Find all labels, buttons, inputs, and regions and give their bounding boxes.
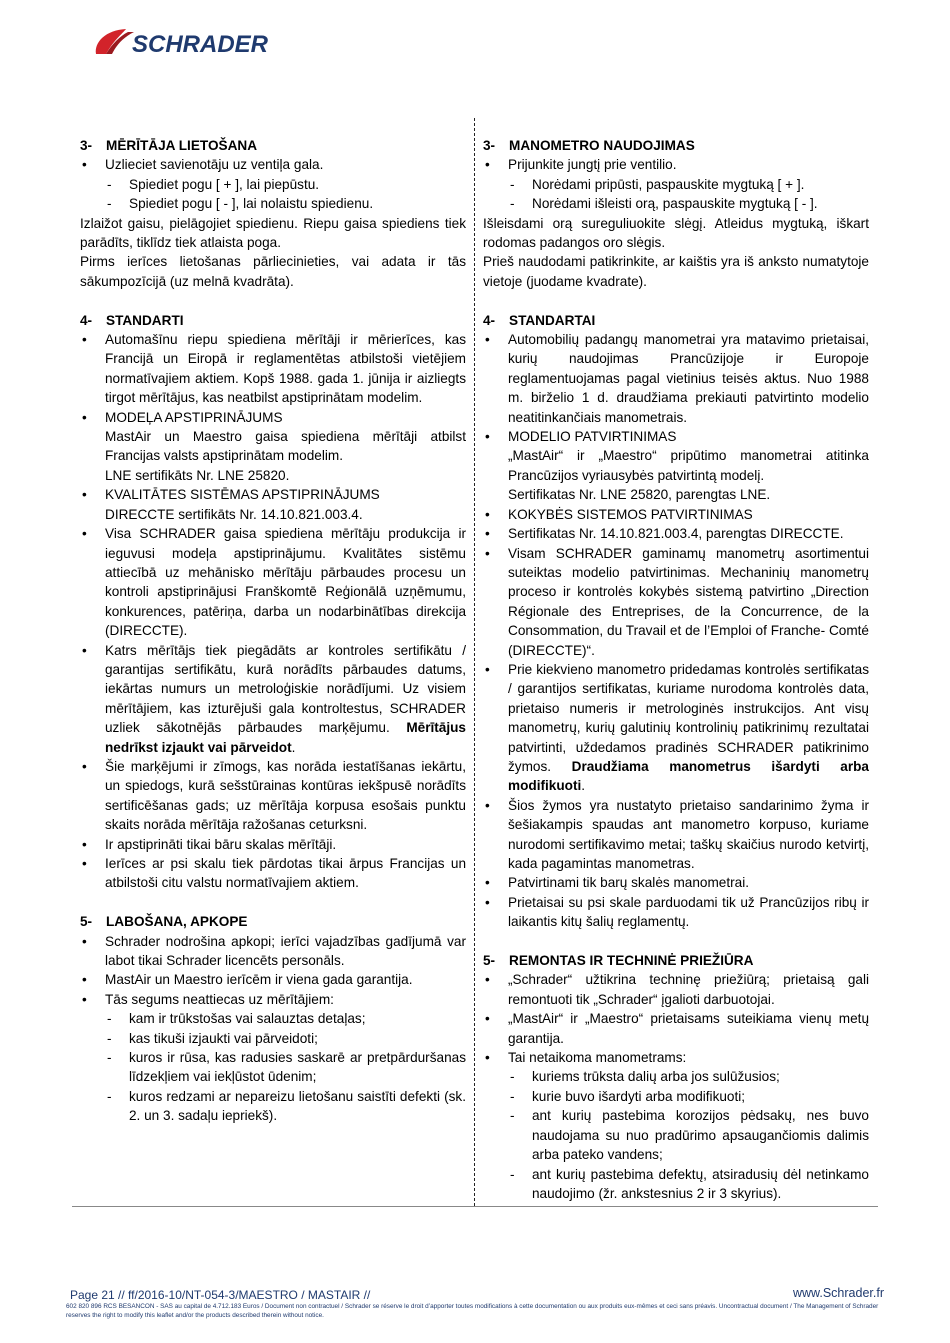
bullet-item: • Šios žymos yra nustatyto prietaiso sandarinimo žyma ir šešiakampis spaudas ant manometro korpuso, kuriame nurodomi sertifikavimo metai; taškų skaičius nurodo ketvirtį, kada pagamintas manometras. <box>483 796 869 874</box>
section-5-left <box>80 912 466 1125</box>
bullet-item: • „Schrader“ užtikrina techninę priežiūrą; prietaisą gali remontuoti tik „Schrader“ įgalioti darbuotojai. <box>483 970 869 1009</box>
bullet-item: • Prie kiekvieno manometro pridedamas kontrolės sertifikatas / garantijos sertifikatas, kuriame nurodoma kontrolės data, prietaiso numeris ir metrologinės instrukcijos. Ant visų manometrų, kurių galutinių kontrolinių patikrinimų rezultatai patvirtinti, uždedamos pradinės SCHRADER patikrinimo žymos. Draudžiama manometrus išardyti arba modifikuoti. <box>483 660 869 796</box>
bullet-item: • KOKYBĖS SISTEMOS PATVIRTINIMAS <box>483 505 869 524</box>
section-3-right <box>483 136 869 291</box>
bullet-item: • Tai netaikoma manometrams: <box>483 1048 869 1067</box>
footer-page-reference: Page 21 // ff/2016-10/NT-054-3/MAESTRO / MASTAIR // <box>70 1288 371 1302</box>
dash-item: - kuros ir rūsa, kas radusies saskarē ar pretpārduršanas līdzekļiem vai iekļūstot ūdenim; <box>80 1048 466 1087</box>
bullet-item: • Prijunkite jungtį prie ventilio. <box>483 155 869 174</box>
bullet-text: MastAir un Maestro gaisa spiediena mērītāji atbilst Francijas valsts apstiprinātam modelim. <box>105 429 466 464</box>
section-heading: 3- MANOMETRO NAUDOJIMAS <box>483 138 695 153</box>
section-heading: 4- STANDARTAI <box>483 312 596 328</box>
footer-website-link[interactable]: www.Schrader.fr <box>792 1286 884 1300</box>
right-column <box>483 136 869 1223</box>
section-heading: 3- MĒRĪTĀJA LIETOŠANA <box>80 138 258 153</box>
paragraph: Pirms ierīces lietošanas pārliecinieties, vai adata ir tās sākumpozīcijā (uz melnā kvadrāta). <box>80 254 466 289</box>
dash-item: - kurie buvo išardyti arba modifikuoti; <box>483 1087 869 1106</box>
bullet-item: • MastAir un Maestro ierīcēm ir viena gada garantija. <box>80 970 466 989</box>
footer-legal-notice: 602 820 896 RCS BESANCON - SAS au capital de 4.712.183 Euros / Document non contractuel / Schrader se réserve le droit d’apporter toutes modifications à cette documentation ou aux produits eux-mêmes et ceci sans préavis. Uncontractual document / The Management of Schrader reserves the right to modify this leaflet and/or the products described therein without notice. <box>66 1303 879 1319</box>
logo-text: SCHRADER <box>132 31 269 58</box>
bullet-item: • Prietaisai su psi skale parduodami tik už Prancūzijos ribų ir laikantis kitų šalių reglamentų. <box>483 893 869 932</box>
bullet-text: „MastAir“ ir „Maestro“ pripūtimo manometrai atitinka Prancūzijos vyriausybės patvirtintą modelį. <box>508 448 869 483</box>
bullet-item: • Automašīnu riepu spiediena mērītāji ir mērierīces, kas Francijā un Eiropā ir reglamentētas atbilstoši vietējiem normatīvajiem aktiem. Kopš 1988. gada 1. jūnija ir aizliegts tirgot mērītājus, kas neatbilst apstiprinātam modelim. <box>80 330 466 408</box>
paragraph: Prieš naudodami patikrinkite, ar kaištis yra iš anksto numatytoje vietoje (juodame kvadrate). <box>483 254 869 289</box>
bullet-item: • MODELIO PATVIRTINIMAS <box>483 427 869 446</box>
section-heading: 4- STANDARTI <box>80 312 184 328</box>
dash-item: - Norėdami išleisti orą, paspauskite mygtuką [ - ]. <box>483 194 869 213</box>
left-column <box>80 136 466 1145</box>
bullet-item: • Patvirtinami tik barų skalės manometrai. <box>483 873 869 892</box>
bullet-item: • Ir apstiprināti tikai bāru skalas mērītāji. <box>80 835 466 854</box>
bullet-item: • Sertifikatas Nr. 14.10.821.003.4, parengtas DIRECCTE. <box>483 524 869 543</box>
dash-item: - ant kurių pastebima defektų, atsiradusių dėl netinkamo naudojimo (žr. ankstesnius 2 ir 3 skyrius). <box>483 1165 869 1204</box>
content-bottom-rule <box>72 1206 878 1207</box>
bullet-item: • MODEĻA APSTIPRINĀJUMS <box>80 408 466 427</box>
dash-item: - kuros redzami ar nepareizu lietošanu saistīti defekti (sk. 2. un 3. sadaļu iepriekš). <box>80 1087 466 1126</box>
paragraph: Išleisdami orą sureguliuokite slėgį. Atleidus mygtuką, iškart rodomas padangos oro slėgis. <box>483 215 869 251</box>
section-5-right <box>483 951 869 1203</box>
bullet-text: Sertifikatas Nr. LNE 25820, parengtas LNE. <box>508 487 771 503</box>
column-divider <box>474 118 475 1206</box>
bullet-text: DIRECCTE sertifikāts Nr. 14.10.821.003.4. <box>105 506 363 522</box>
dash-item: - ant kurių pastebima korozijos pėdsakų, nes buvo naudojama su nuo pradūrimo apsaugančiomis dalimis arba pateko vandens; <box>483 1106 869 1164</box>
dash-item: - Spiediet pogu [ - ], lai nolaistu spiedienu. <box>80 194 466 213</box>
dash-item: - kas tikuši izjaukti vai pārveidoti; <box>80 1029 466 1048</box>
section-3-left <box>80 136 466 291</box>
bullet-item: • Schrader nodrošina apkopi; ierīci vajadzības gadījumā var labot tikai Schrader licencēts personāls. <box>80 932 466 971</box>
bold-warning: Draudžiama manometrus išardyti arba modifikuoti <box>508 758 869 794</box>
section-4-left <box>80 311 466 893</box>
dash-item: - Norėdami pripūsti, paspauskite mygtuką [ + ]. <box>483 175 869 194</box>
bullet-item: • Tās segums neattiecas uz mērītājiem: <box>80 990 466 1009</box>
bullet-item: • Uzlieciet savienotāju uz ventiļa gala. <box>80 155 466 174</box>
dash-item: - Spiediet pogu [ + ], lai piepūstu. <box>80 175 466 194</box>
bullet-item: • Ierīces ar psi skalu tiek pārdotas tikai ārpus Francijas un atbilstoši citu valstu normatīvajiem aktiem. <box>80 854 466 893</box>
bullet-item: • Visa SCHRADER gaisa spiediena mērītāju produkcija ir ieguvusi modeļa apstiprinājumu. Kvalitātes sistēmu attiecībā uz mehānisko mērītāju pārbaudes procesu un kontroli apstiprinājusi Franškomtē Reģionālā uzņēmumu, konkurences, patēriņa, darba un nodarbinātības direkcija (DIRECCTE). <box>80 524 466 640</box>
bold-warning: Mērītājus nedrīkst izjaukt vai pārveidot <box>105 720 466 755</box>
bullet-item: • „MastAir“ ir „Maestro“ prietaisams suteikiama vienų metų garantija. <box>483 1009 869 1048</box>
paragraph: Izlaižot gaisu, pielāgojiet spiedienu. Riepu gaisa spiediens tiek parādīts, tiklīdz tiek atlaista poga. <box>80 215 466 251</box>
bullet-item: • Automobilių padangų manometrai yra matavimo prietaisai, kurių naudojimas Prancūzijoje ir Europoje reglamentuojamas pagal vietinius teisės aktus. Nuo 1988 m. birželio 1 d. draudžiama prekiauti patvirtinto modelio neatitinkančiais manometrais. <box>483 330 869 427</box>
bullet-item: • Visam SCHRADER gaminamų manometrų asortimentui suteiktas modelio patvirtinimas. Mechaninių manometrų proceso ir kontrolės kokybės sistemą patvirtino „Direction Régionale des Entreprises, de la Concurrence, de la Consommation, du Travail et de l’Emploi of Franche- Comté (DIRECCTE)“. <box>483 544 869 660</box>
section-heading: 5- REMONTAS IR TECHNINĖ PRIEŽIŪRA <box>483 953 754 969</box>
section-heading: 5- LABOŠANA, APKOPE <box>80 914 248 930</box>
schrader-logo <box>92 26 272 60</box>
dash-item: - kam ir trūkstošas vai salauztas detaļas; <box>80 1009 466 1028</box>
section-4-right <box>483 311 869 932</box>
bullet-item: • Šie marķējumi ir zīmogs, kas norāda iestatīšanas iekārtu, un spiedogs, kurā sešstūrainas kontūras iekšpusē norādīts sertificēšanas gads; uz mērītāja korpusa esošais punktu skaits norāda mērītāja ražošanas ceturksni. <box>80 757 466 835</box>
bullet-text: LNE sertifikāts Nr. LNE 25820. <box>105 467 290 483</box>
bullet-item: • KVALITĀTES SISTĒMAS APSTIPRINĀJUMS <box>80 485 466 504</box>
bullet-item: • Katrs mērītājs tiek piegādāts ar kontroles sertifikātu / garantijas sertifikātu, kurā norādīts pārbaudes datums, iekārtas numurs un metroloģiskie norādījumi. Uz visiem mērītājiem, kas izturējuši gala kontroltestus, SCHRADER uzliek sākotnējās pārbaudes marķējumu. Mērītājus nedrīkst izjaukt vai pārveidot. <box>80 641 466 757</box>
dash-item: - kuriems trūksta dalių arba jos sulūžusios; <box>483 1067 869 1086</box>
